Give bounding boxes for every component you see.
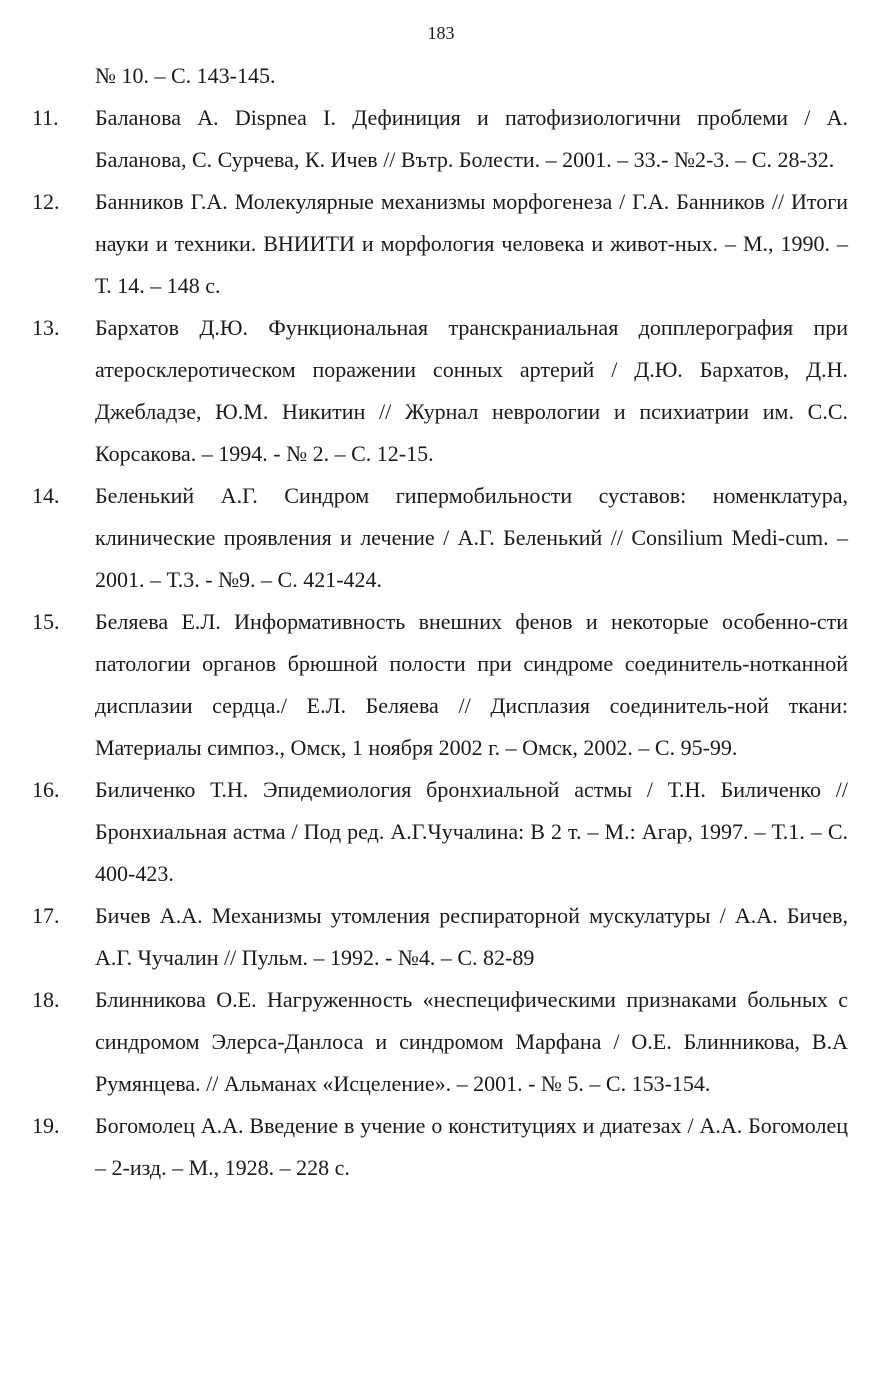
reference-number: 17. xyxy=(32,903,60,928)
reference-continuation: № 10. – С. 143-145. xyxy=(95,63,276,88)
reference-number: 18. xyxy=(32,987,60,1012)
reference-number: 15. xyxy=(32,609,60,634)
reference-item-14 xyxy=(32,475,848,601)
reference-number: 14. xyxy=(32,483,60,508)
reference-number: 13. xyxy=(32,315,60,340)
reference-item-12 xyxy=(32,181,848,307)
reference-list xyxy=(32,55,848,1189)
reference-item-17 xyxy=(32,895,848,979)
reference-item-19 xyxy=(32,1105,848,1189)
reference-item-15 xyxy=(32,601,848,769)
reference-number: 16. xyxy=(32,777,60,802)
reference-text: Банников Г.А. Молекулярные механизмы морфогенеза / Г.А. Банников // Итоги науки и техники. ВНИИТИ и морфология человека и живот-ных. – М., 1990. – Т. 14. – 148 с. xyxy=(95,189,848,298)
reference-text: Богомолец А.А. Введение в учение о конституциях и диатезах / А.А. Богомолец – 2-изд. – М., 1928. – 228 с. xyxy=(95,1113,848,1180)
reference-item-16 xyxy=(32,769,848,895)
reference-text: Бичев А.А. Механизмы утомления респираторной мускулатуры / А.А. Бичев, А.Г. Чучалин // Пульм. – 1992. - №4. – С. 82-89 xyxy=(95,903,848,970)
page-number: 183 xyxy=(427,23,455,43)
reference-text: Блинникова О.Е. Нагруженность «неспецифическими признаками больных с синдромом Элерса-Данлоса и синдромом Марфана / О.Е. Блинникова, В.А Румянцева. // Альманах «Исцеление». – 2001. - № 5. – С. 153-154. xyxy=(95,987,848,1096)
reference-text: Баланова А. Dispnea I. Дефиниция и патофизиологични проблеми / А. Баланова, С. Сурчева, К. Ичев // Вътр. Болести. – 2001. – 33.- №2-3. – С. 28-32. xyxy=(95,105,848,172)
reference-text: Беленький А.Г. Синдром гипермобильности суставов: номенклатура, клинические проявления и лечение / А.Г. Беленький // Consilium Medi-cum. – 2001. – Т.3. - №9. – С. 421-424. xyxy=(95,483,848,592)
reference-item-11 xyxy=(32,97,848,181)
reference-number: 11. xyxy=(32,105,59,130)
reference-number: 19. xyxy=(32,1113,60,1138)
reference-item-13 xyxy=(32,307,848,475)
reference-item-18 xyxy=(32,979,848,1105)
reference-number: 12. xyxy=(32,189,60,214)
reference-text: Бархатов Д.Ю. Функциональная транскраниальная допплерография при атеросклеротическом поражении сонных артерий / Д.Ю. Бархатов, Д.Н. Джебладзе, Ю.М. Никитин // Журнал неврологии и психиатрии им. С.С. Корсакова. – 1994. - № 2. – С. 12-15. xyxy=(95,315,848,466)
reference-text: Беляева Е.Л. Информативность внешних фенов и некоторые особенно-сти патологии органов брюшной полости при синдроме соединитель-нотканной дисплазии сердца./ Е.Л. Беляева // Дисплазия соединитель-ной ткани: Материалы симпоз., Омск, 1 ноября 2002 г. – Омск, 2002. – С. 95-99. xyxy=(95,609,848,760)
reference-text: Биличенко Т.Н. Эпидемиология бронхиальной астмы / Т.Н. Биличенко // Бронхиальная астма / Под ред. А.Г.Чучалина: В 2 т. – М.: Агар, 1997. – Т.1. – С. 400-423. xyxy=(95,777,848,886)
